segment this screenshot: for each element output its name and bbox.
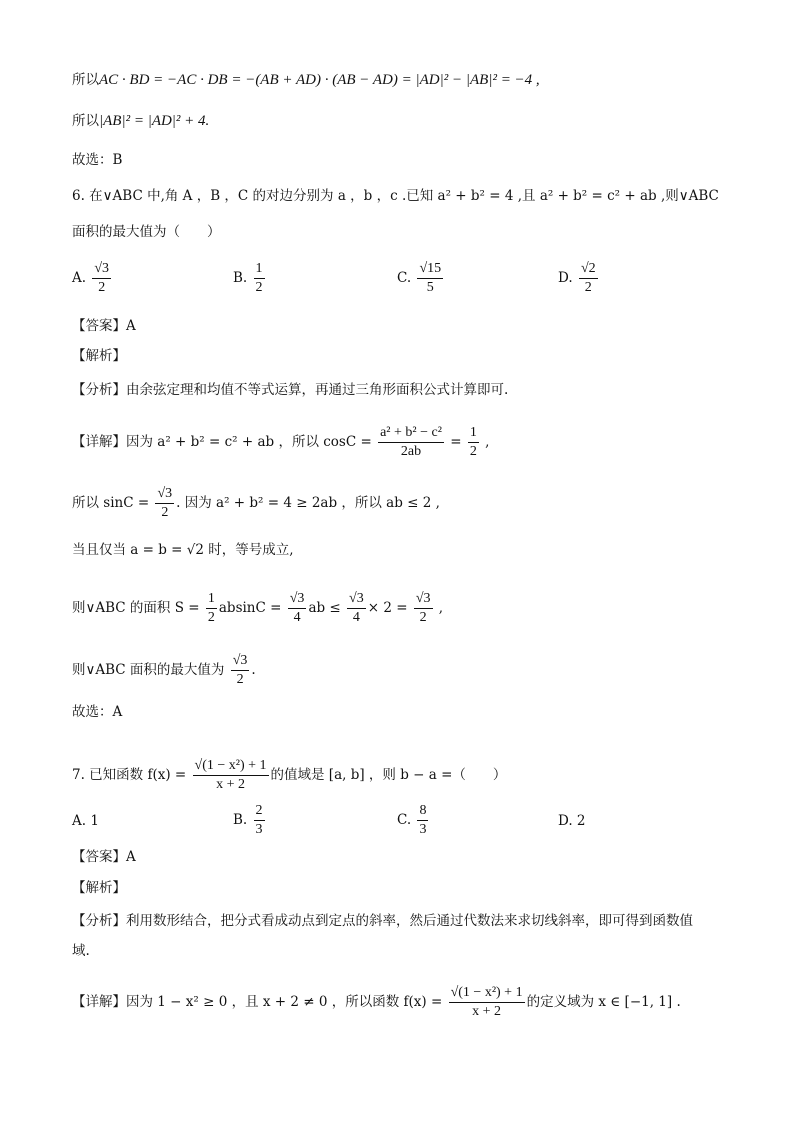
- answer-6: 【答案】A: [72, 318, 136, 334]
- line-vector-conclusion: 所以|AB|² = |AD|² + 4.: [72, 113, 210, 129]
- q6-option-d: D. $\frac{√2}{2}$: [558, 261, 596, 295]
- detail-7-line1: 【详解】因为 1 − x² ≥ 0 ，且 x + 2 ≠ 0 ，所以函数 f(x) = $\frac{\text{√(1 − x²) + 1}}{x + 2}$ 的定义域为 x ∈ [−1, 1] .: [72, 985, 681, 1019]
- analysis-heading-7: 【解析】: [72, 880, 126, 896]
- q6-option-c: C. $\frac{√15}{5}$: [397, 261, 442, 295]
- detail-6-line2: 所以 sinC = $\frac{√3}{2}$ . 因为 a² + b² = 4 ≥ 2ab ，所以 ab ≤ 2 ,: [72, 486, 440, 520]
- analysis-7-cont: 域.: [72, 943, 90, 959]
- q7-option-a: A. 1: [72, 813, 99, 829]
- analysis-6: 【分析】由余弦定理和均值不等式运算，再通过三角形面积公式计算即可.: [72, 382, 509, 398]
- detail-6-line1: 【详解】因为 a² + b² = c² + ab ，所以 cosC = $\frac{\text{a² + b² − c²}}{2ab}$ = $\frac{1}{2}$ ,: [72, 425, 490, 459]
- choice-line-q5: 故选：B: [72, 152, 123, 168]
- detail-6-line4: 则∨ABC 的面积 S = $\frac{1}{2}$ absinC = $\frac{√3}{4}$ ab ≤ $\frac{√3}{4}$ × 2 = $\frac{√3}{2}$ ,: [72, 591, 444, 625]
- q6-option-b: B. $\frac{1}{2}$: [233, 261, 263, 295]
- analysis-heading-6: 【解析】: [72, 348, 126, 364]
- question-7-text: 7. 已知函数 f(x) = $\frac{\text{√(1 − x²) + 1}}{x + 2}$ 的值域是 [a, b] ，则 b − a =（ ）: [72, 758, 507, 792]
- line-vector-equation: 所以AC · BD = −AC · DB = −(AB + AD) · (AB − AD) = |AD|² − |AB|² = −4 ,: [72, 72, 540, 88]
- question-6-text-cont: 面积的最大值为（ ）: [72, 224, 221, 240]
- question-6-text: 6. 在∨ABC 中,角 A ，B ，C 的对边分别为 a ，b ，c .已知 a² + b² = 4 ,且 a² + b² = c² + ab ,则∨ABC: [72, 188, 719, 204]
- q6-option-a: A. $\frac{√3}{2}$: [72, 261, 110, 295]
- q7-option-b: B. $\frac{2}{3}$: [233, 803, 263, 837]
- detail-6-line3: 当且仅当 a = b = √2 时，等号成立,: [72, 542, 294, 558]
- choice-line-q6: 故选：A: [72, 704, 123, 720]
- analysis-7: 【分析】利用数形结合，把分式看成动点到定点的斜率，然后通过代数法来求切线斜率，即可得到函数值: [72, 913, 693, 929]
- q7-option-d: D. 2: [558, 813, 586, 829]
- detail-6-line5: 则∨ABC 面积的最大值为 $\frac{√3}{2}$ .: [72, 653, 256, 687]
- q7-option-c: C. $\frac{8}{3}$: [397, 803, 427, 837]
- answer-7: 【答案】A: [72, 849, 136, 865]
